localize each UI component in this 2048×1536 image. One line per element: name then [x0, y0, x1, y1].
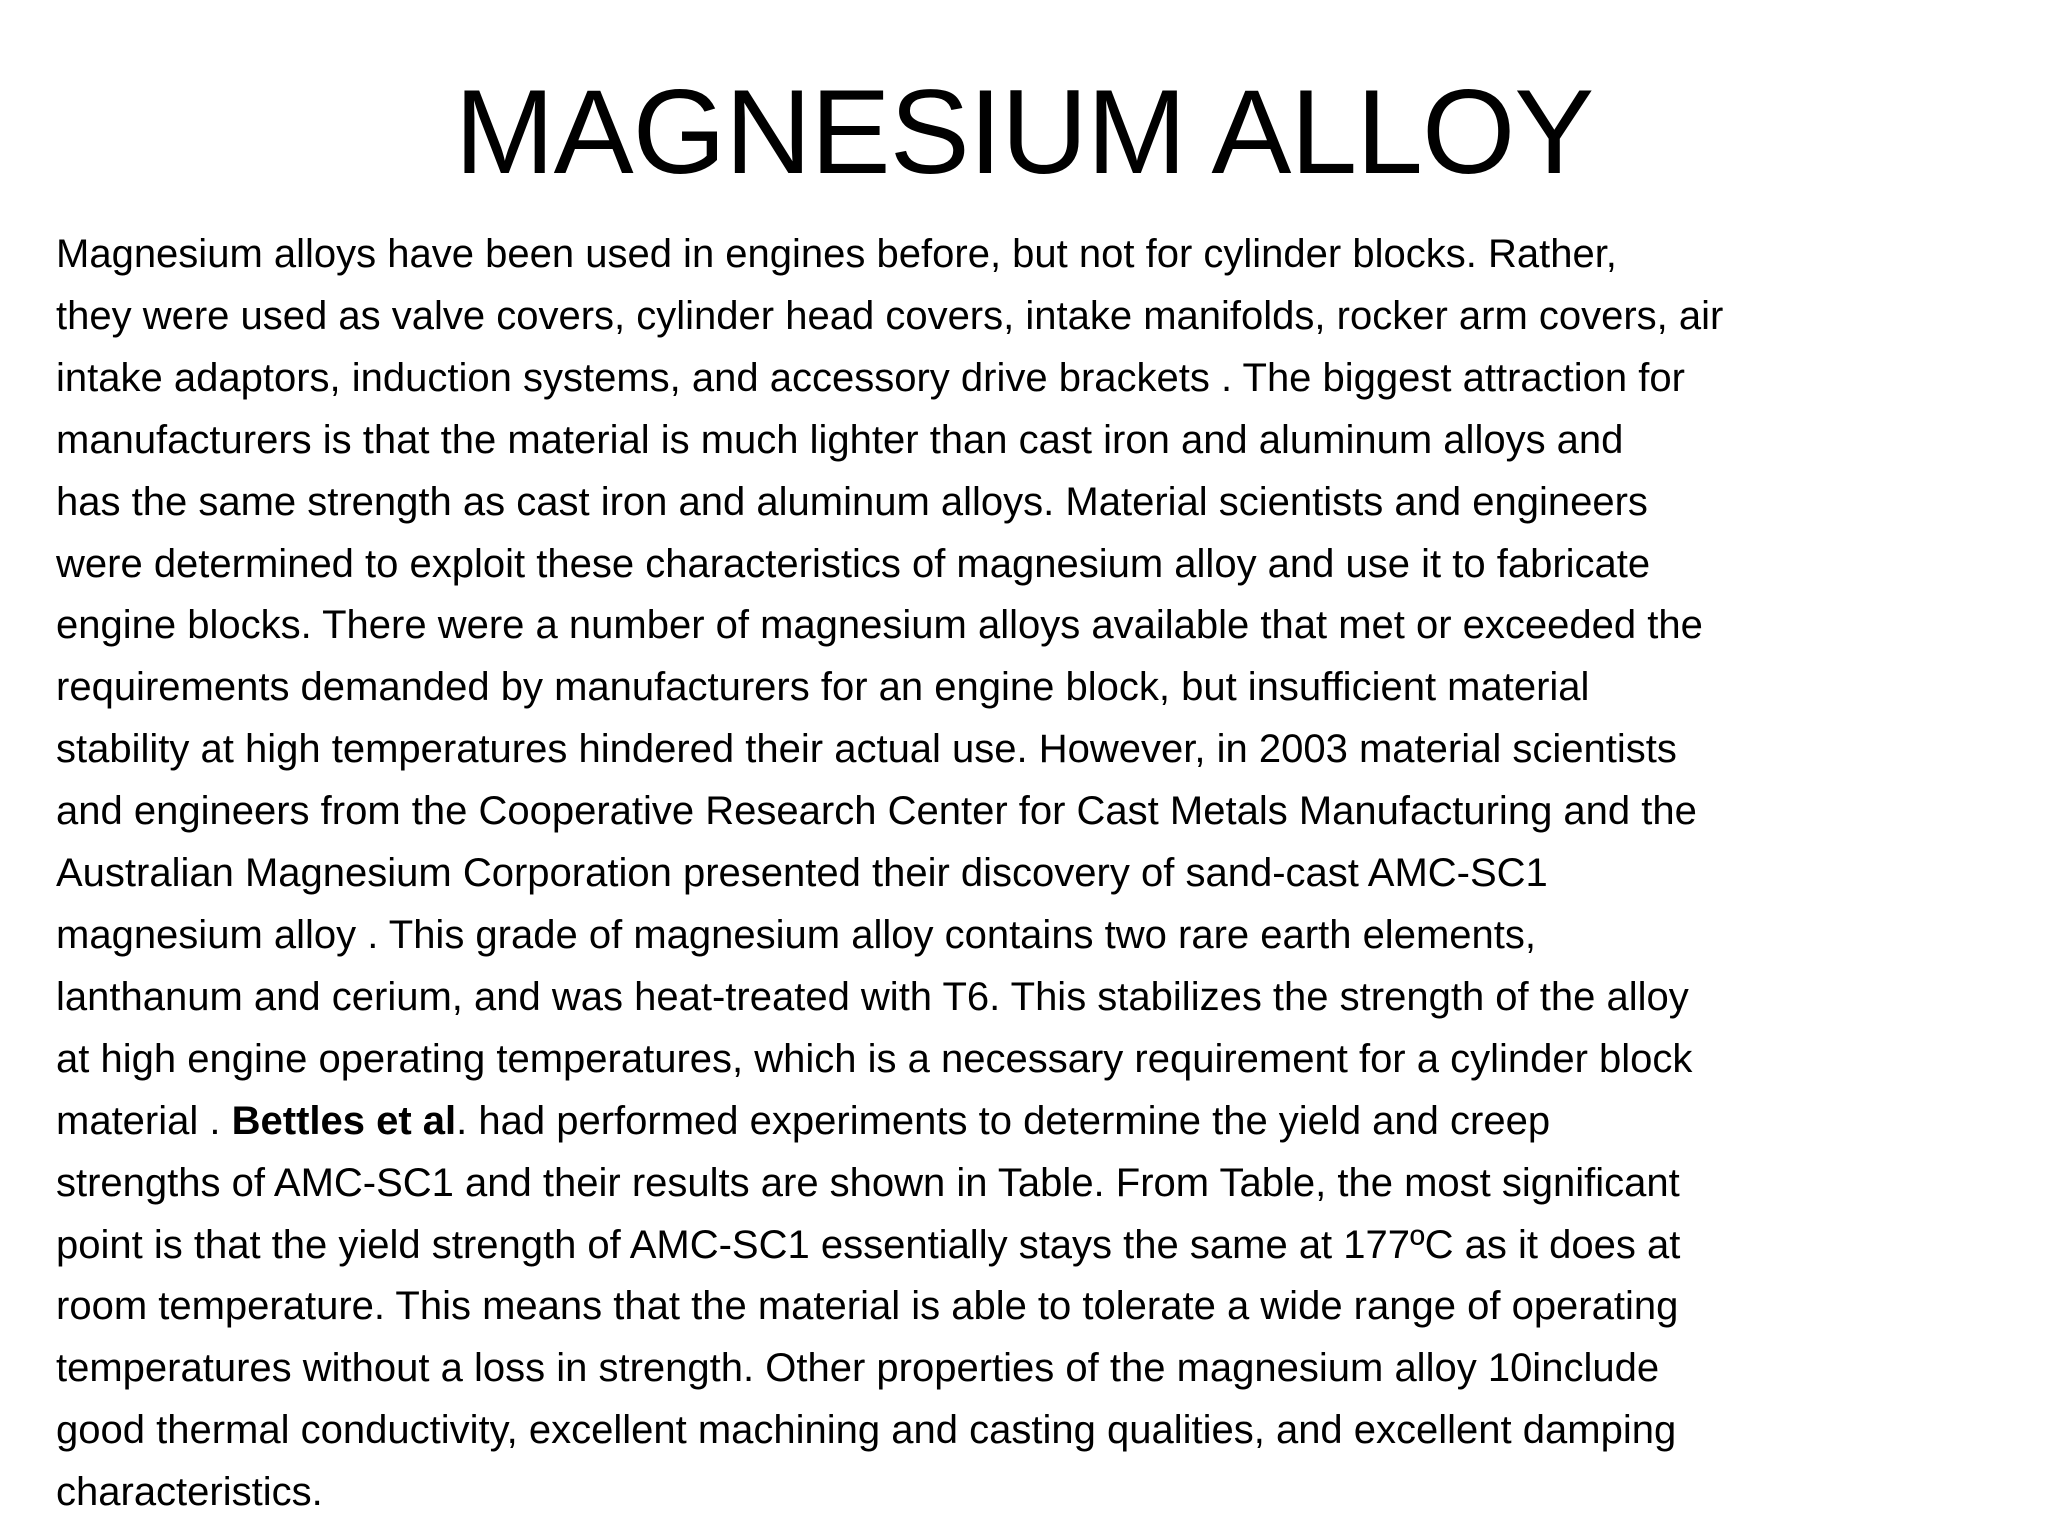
slide-title: MAGNESIUM ALLOY [454, 65, 1594, 199]
body-line: stability at high temperatures hindered their actual use. However, in 2003 material scientists [56, 727, 1677, 772]
body-line: magnesium alloy . This grade of magnesium alloy contains two rare earth elements, [56, 912, 1536, 957]
body-line: manufacturers is that the material is much lighter than cast iron and aluminum alloys and [56, 417, 1624, 462]
body-line: temperatures without a loss in strength. Other properties of the magnesium alloy 10include [56, 1346, 1660, 1391]
body-line: has the same strength as cast iron and aluminum alloys. Material scientists and engineers [56, 479, 1648, 524]
body-line: at high engine operating temperatures, which is a necessary requirement for a cylinder block [56, 1036, 1693, 1081]
body-line: requirements demanded by manufacturers for an engine block, but insufficient material [56, 665, 1590, 710]
body-line: lanthanum and cerium, and was heat-treated with T6. This stabilizes the strength of the alloy [56, 974, 1689, 1019]
slide-body-text [56, 224, 2016, 1524]
body-line: characteristics. [56, 1470, 323, 1515]
body-line: good thermal conductivity, excellent machining and casting qualities, and excellent damping [56, 1408, 1677, 1453]
body-line: they were used as valve covers, cylinder head covers, intake manifolds, rocker arm covers, air [56, 293, 1724, 338]
body-line: room temperature. This means that the material is able to tolerate a wide range of operating [56, 1284, 1679, 1329]
body-line: engine blocks. There were a number of magnesium alloys available that met or exceeded the [56, 603, 1703, 648]
body-line: point is that the yield strength of AMC-SC1 essentially stays the same at 177ºC as it does at [56, 1222, 1681, 1267]
citation-author: Bettles et al [231, 1098, 457, 1143]
body-line: were determined to exploit these characteristics of magnesium alloy and use it to fabricate [56, 541, 1651, 586]
body-line: intake adaptors, induction systems, and accessory drive brackets . The biggest attraction for [56, 355, 1685, 400]
citation-trail-text: . had performed experiments to determine the yield and creep [456, 1098, 1551, 1143]
body-line: Magnesium alloys have been used in engines before, but not for cylinder blocks. Rather, [56, 232, 1617, 276]
body-line-with-citation [56, 1091, 2016, 1153]
citation-lead-text: material . [56, 1098, 232, 1143]
body-line: strengths of AMC-SC1 and their results are shown in Table. From Table, the most significant [56, 1160, 1680, 1205]
body-line: and engineers from the Cooperative Research Center for Cast Metals Manufacturing and the [56, 789, 1697, 834]
body-line: Australian Magnesium Corporation presented their discovery of sand-cast AMC-SC1 [56, 851, 1548, 896]
